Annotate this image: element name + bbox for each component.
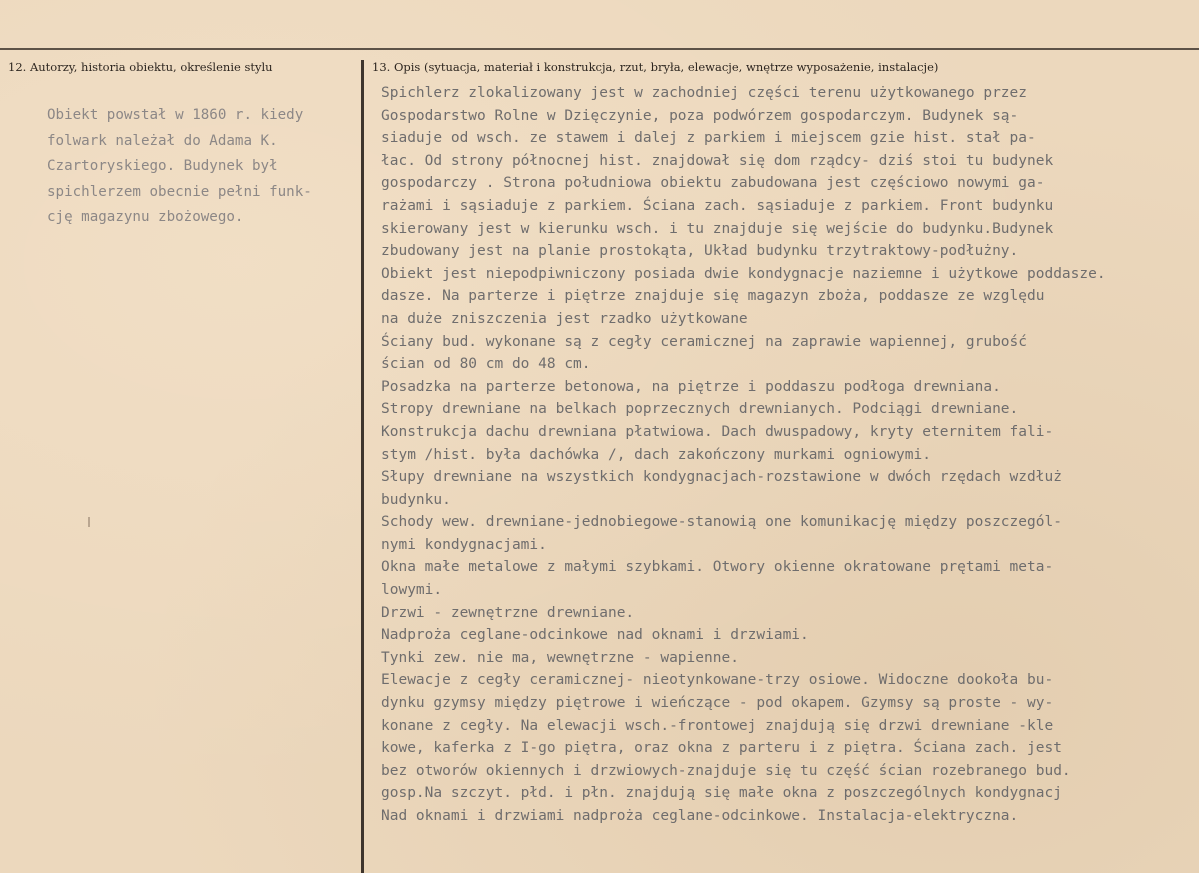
history-line: Obiekt powstał w 1860 r. kiedy <box>47 107 304 123</box>
description-line: Słupy drewniane na wszystkich kondygnacjach-rozstawione w dwóch rzędach wzdłuż <box>381 469 1062 486</box>
stray-pen-mark <box>88 517 90 527</box>
description-line: Posadzka na parterze betonowa, na piętrze i poddaszu podłoga drewniana. <box>381 378 1001 395</box>
description-line: Nadproża ceglane-odcinkowe nad oknami i drzwiami. <box>381 627 809 644</box>
description-line: bez otworów okiennych i drzwiowych-znajduje się tu część ścian rozebranego bud. <box>381 762 1071 779</box>
description-line: Tynki zew. nie ma, wewnętrzne - wapienne. <box>381 649 739 666</box>
description-line: konane z cegły. Na elewacji wsch.-frontowej znajdują się drzwi drewniane -kle <box>381 717 1054 734</box>
section-13-heading: 13. Opis (sytuacja, materiał i konstrukcja, rzut, bryła, elewacje, wnętrze wyposażenie, instalacje) <box>372 60 939 74</box>
column-divider <box>361 60 364 873</box>
description-line: Elewacje z cegły ceramicznej- nieotynkowane-trzy osiowe. Widoczne dookoła bu- <box>381 672 1054 689</box>
description-line: Konstrukcja dachu drewniana płatwiowa. Dach dwuspadowy, kryty eternitem fali- <box>381 423 1054 440</box>
description-line: nymi kondygnacjami. <box>381 536 547 553</box>
description-line: stym /hist. była dachówka /, dach zakończony murkami ogniowymi. <box>381 446 931 463</box>
history-text-block <box>47 103 359 231</box>
description-line: Okna małe metalowe z małymi szybkami. Otwory okienne okratowane prętami meta- <box>381 559 1054 576</box>
description-line: Stropy drewniane na belkach poprzecznych drewnianych. Podciągi drewniane. <box>381 401 1019 418</box>
description-text-block <box>381 82 1181 828</box>
description-line: dasze. Na parterze i piętrze znajduje się magazyn zboża, poddasze ze względu <box>381 288 1045 305</box>
description-line: na duże zniszczenia jest rzadko użytkowane <box>381 310 748 327</box>
description-line: Gospodarstwo Rolne w Dzięczynie, poza podwórzem gospodarczym. Budynek są- <box>381 107 1019 124</box>
description-line: Schody wew. drewniane-jednobiegowe-stanowią one komunikację między poszczegól- <box>381 514 1062 531</box>
description-line: lowymi. <box>381 582 443 599</box>
description-line: siaduje od wsch. ze stawem i dalej z parkiem i miejscem gzie hist. stał pa- <box>381 130 1036 147</box>
history-line: Czartoryskiego. Budynek był <box>47 158 278 174</box>
description-line: gosp.Na szczyt. płd. i płn. znajdują się małe okna z poszczególnych kondygnacj <box>381 785 1062 802</box>
history-line: folwark należał do Adama K. <box>47 132 278 149</box>
description-line: Ściany bud. wykonane są z cegły ceramicznej na zaprawie wapiennej, grubość <box>381 333 1028 350</box>
description-line: łac. Od strony północnej hist. znajdował się dom rządcy- dziś stoi tu budynek <box>381 152 1054 169</box>
description-line: skierowany jest w kierunku wsch. i tu znajduje się wejście do budynku.Budynek <box>381 220 1054 237</box>
description-line: Spichlerz zlokalizowany jest w zachodniej części terenu użytkowanego przez <box>381 85 1028 101</box>
description-line: zbudowany jest na planie prostokąta, Układ budynku trzytraktowy-podłużny. <box>381 243 1019 260</box>
description-line: rażami i sąsiaduje z parkiem. Ściana zach. sąsiaduje z parkiem. Front budynku <box>381 197 1054 214</box>
history-line: spichlerzem obecnie pełni funk- <box>47 183 312 200</box>
description-line: Obiekt jest niepodpiwniczony posiada dwie kondygnacje naziemne i użytkowe poddasze. <box>381 265 1106 282</box>
description-line: budynku. <box>381 491 451 508</box>
description-line: gospodarczy . Strona południowa obiektu zabudowana jest częściowo nowymi ga- <box>381 175 1045 192</box>
top-horizontal-rule <box>0 48 1199 50</box>
history-line: cję magazynu zbożowego. <box>47 209 244 225</box>
description-line: Nad oknami i drzwiami nadproża ceglane-odcinkowe. Instalacja-elektryczna. <box>381 808 1019 824</box>
description-line: kowe, kaferka z I-go piętra, oraz okna z parteru i z piętra. Ściana zach. jest <box>381 740 1062 757</box>
description-line: dynku gzymsy między piętrowe i wieńczące - pod okapem. Gzymsy są proste - wy- <box>381 695 1054 712</box>
section-12-heading: 12. Autorzy, historia obiektu, określenie stylu <box>8 60 273 74</box>
description-line: Drzwi - zewnętrzne drewniane. <box>381 604 635 621</box>
description-line: ścian od 80 cm do 48 cm. <box>381 356 591 373</box>
